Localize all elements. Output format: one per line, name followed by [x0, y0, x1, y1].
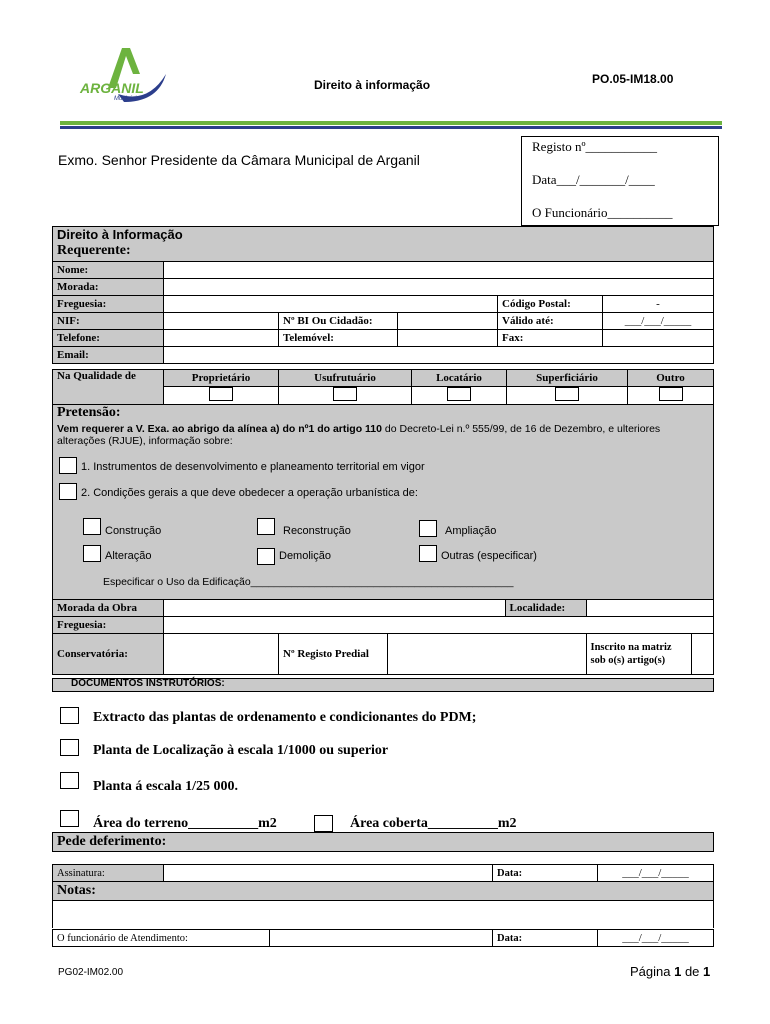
- area-terreno-label[interactable]: Área do terreno__________m2: [93, 816, 277, 831]
- deferimento-title: Pede deferimento:: [57, 834, 167, 849]
- option-locatario-checkbox[interactable]: [447, 387, 471, 401]
- area-terreno-checkbox[interactable]: [60, 810, 79, 827]
- footer-code: PG02-IM02.00: [58, 967, 124, 978]
- doc2-label: Planta de Localização à escala 1/1000 ou superior: [93, 743, 389, 758]
- pretensao-intro-rest: do Decreto-Lei n.º 555/99, de 16 de Dezembro, e ulteriores alterações (RJUE), informação sobre:: [57, 423, 661, 447]
- notas-data-input[interactable]: ___/___/_____: [598, 930, 714, 947]
- codigo-postal-label: Código Postal:: [498, 296, 603, 313]
- notas-header: [52, 881, 714, 901]
- morada-input[interactable]: [164, 279, 714, 296]
- freguesia-obra-label: Freguesia:: [53, 617, 164, 634]
- registo-predial-input[interactable]: [388, 634, 587, 675]
- option-usufrutuario-checkbox[interactable]: [333, 387, 357, 401]
- registo-funcionario: O Funcionário__________: [532, 205, 673, 220]
- deferimento-data-input[interactable]: ___/___/_____: [598, 865, 714, 882]
- deferimento-header: [52, 832, 714, 852]
- header-divider-green: [60, 121, 722, 125]
- area-coberta-checkbox[interactable]: [314, 815, 333, 832]
- valido-label: Válido até:: [498, 313, 603, 330]
- document-title: Direito à informação: [314, 78, 431, 92]
- doc1-checkbox[interactable]: [60, 707, 79, 724]
- pretensao-title: Pretensão:: [57, 405, 121, 420]
- telefone-label: Telefone:: [53, 330, 164, 347]
- localidade-label: Localidade:: [505, 600, 586, 617]
- qualidade-label: Na Qualidade de: [53, 370, 164, 405]
- telemovel-input[interactable]: [398, 330, 498, 347]
- valido-input[interactable]: ___/___/_____: [603, 313, 714, 330]
- freguesia-input[interactable]: [164, 296, 498, 313]
- doc1-label: Extracto das plantas de ordenamento e condicionantes do PDM;: [93, 710, 477, 725]
- page-prefix: Página: [630, 964, 675, 979]
- assinatura-table: [52, 864, 714, 882]
- item2-label: 2. Condições gerais a que deve obedecer a operação urbanística de:: [81, 487, 418, 499]
- requerente-header: [52, 243, 714, 261]
- inscrito-label: Inscrito na matriz sob o(s) artigo(s): [586, 634, 691, 675]
- funcionario-table: [52, 929, 714, 947]
- assinatura-label: Assinatura:: [53, 865, 164, 882]
- option-outro-label: Outro: [628, 370, 714, 387]
- fax-input[interactable]: [603, 330, 714, 347]
- telefone-input[interactable]: [164, 330, 279, 347]
- ampliacao-label: Ampliação: [445, 525, 497, 537]
- documentos-title: DOCUMENTOS INSTRUTÓRIOS:: [71, 678, 225, 689]
- notas-data-label: Data:: [493, 930, 598, 947]
- nome-label: Nome:: [53, 262, 164, 279]
- pretensao-intro-bold: Vem requerer a V. Exa. ao abrigo da alínea a) do nº1 do artigo 110: [57, 423, 382, 435]
- morada-label: Morada:: [53, 279, 164, 296]
- freguesia-label: Freguesia:: [53, 296, 164, 313]
- funcionario-label: O funcionário de Atendimento:: [53, 930, 270, 947]
- email-input[interactable]: [164, 347, 714, 364]
- telemovel-label: Telemóvel:: [279, 330, 398, 347]
- option-locatario-label: Locatário: [412, 370, 507, 387]
- qualidade-table: [52, 369, 714, 405]
- construcao-checkbox[interactable]: [83, 518, 101, 535]
- morada-obra-input[interactable]: [164, 600, 506, 617]
- municipality-logo: [78, 44, 170, 108]
- registo-predial-label: Nº Registo Predial: [279, 634, 388, 675]
- item1-label: 1. Instrumentos de desenvolvimento e planeamento territorial em vigor: [81, 461, 425, 473]
- option-outro-checkbox[interactable]: [659, 387, 683, 401]
- nome-input[interactable]: [164, 262, 714, 279]
- requerente-table: [52, 261, 714, 364]
- freguesia-obra-input[interactable]: [164, 617, 714, 634]
- page-total: 1: [703, 964, 711, 979]
- fax-label: Fax:: [498, 330, 603, 347]
- notas-input[interactable]: [52, 900, 714, 928]
- requerente-title: Requerente:: [57, 243, 131, 258]
- option-usufrutuario-label: Usufrutuário: [279, 370, 412, 387]
- bi-input[interactable]: [398, 313, 498, 330]
- section-header: [52, 226, 714, 244]
- registo-number: Registo nº___________: [532, 139, 658, 154]
- outras-label: Outras (especificar): [441, 550, 537, 562]
- nif-label: NIF:: [53, 313, 164, 330]
- documentos-header: [52, 678, 714, 692]
- reconstrucao-label: Reconstrução: [283, 525, 351, 537]
- alteracao-label: Alteração: [105, 550, 152, 562]
- area-coberta-label[interactable]: Área coberta__________m2: [350, 816, 517, 831]
- email-label: Email:: [53, 347, 164, 364]
- nif-input[interactable]: [164, 313, 279, 330]
- registo-box: [521, 136, 719, 226]
- assinatura-input[interactable]: [164, 865, 493, 882]
- addressee: Exmo. Senhor Presidente da Câmara Municipal de Arganil: [58, 152, 420, 168]
- page-current: 1: [674, 964, 682, 979]
- conservatoria-label: Conservatória:: [53, 634, 164, 675]
- ampliacao-checkbox[interactable]: [419, 520, 437, 537]
- header-divider-blue: [60, 126, 722, 129]
- inscrito-input[interactable]: [691, 634, 714, 675]
- document-code: PO.05-IM18.00: [592, 72, 674, 86]
- obra-table: [52, 599, 714, 675]
- section-title: Direito à Informação: [57, 227, 183, 242]
- option-proprietario-checkbox[interactable]: [209, 387, 233, 401]
- doc3-label: Planta á escala 1/25 000.: [93, 779, 239, 794]
- funcionario-input[interactable]: [270, 930, 493, 947]
- logo-text: ARGANIL: [80, 80, 144, 96]
- doc2-checkbox[interactable]: [60, 739, 79, 756]
- logo-subtext: Município: [114, 96, 140, 102]
- demolicao-label: Demolição: [279, 550, 331, 562]
- deferimento-data-label: Data:: [493, 865, 598, 882]
- page-mid: de: [681, 964, 704, 979]
- morada-obra-label: Morada da Obra: [53, 600, 164, 617]
- outras-checkbox[interactable]: [419, 545, 437, 562]
- construcao-label: Construção: [105, 525, 162, 537]
- option-superficiario-checkbox[interactable]: [555, 387, 579, 401]
- pretensao-section: [52, 404, 714, 600]
- notas-title: Notas:: [57, 883, 96, 898]
- pretensao-intro: [57, 423, 709, 447]
- reconstrucao-checkbox[interactable]: [257, 518, 275, 535]
- demolicao-checkbox[interactable]: [257, 548, 275, 565]
- item1-checkbox[interactable]: [59, 457, 77, 474]
- codigo-postal-input[interactable]: -: [603, 296, 714, 313]
- bi-label: Nº BI Ou Cidadão:: [279, 313, 398, 330]
- page-number: [630, 964, 710, 979]
- item2-checkbox[interactable]: [59, 483, 77, 500]
- registo-date: Data___/_______/____: [532, 172, 655, 187]
- option-proprietario-label: Proprietário: [164, 370, 279, 387]
- doc3-checkbox[interactable]: [60, 772, 79, 789]
- localidade-input[interactable]: [586, 600, 714, 617]
- alteracao-checkbox[interactable]: [83, 545, 101, 562]
- option-superficiario-label: Superficiário: [507, 370, 628, 387]
- especificar-uso[interactable]: Especificar o Uso da Edificação_____________________________________________: [103, 576, 514, 588]
- conservatoria-input[interactable]: [164, 634, 279, 675]
